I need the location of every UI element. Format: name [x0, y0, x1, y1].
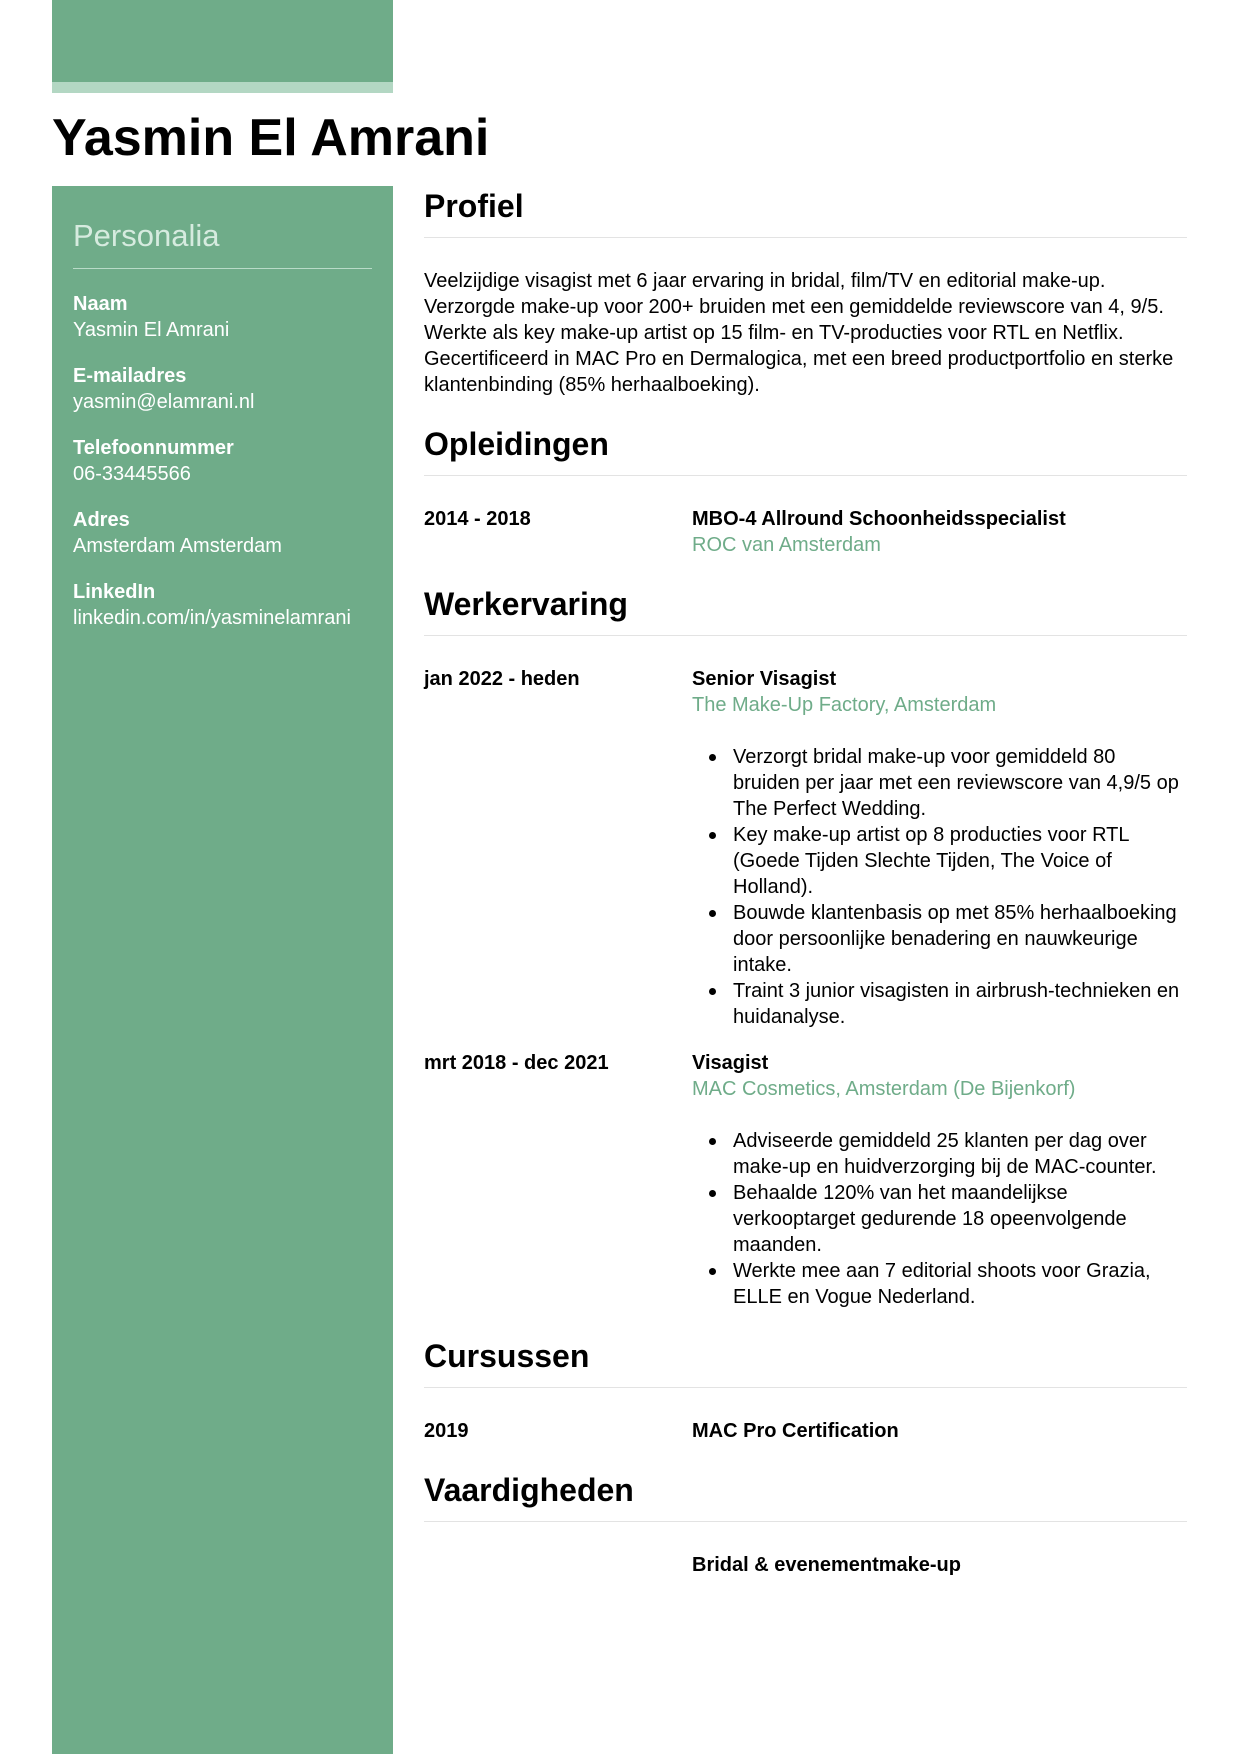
- courses-section: [424, 1336, 1187, 1444]
- address-value: Amsterdam Amsterdam: [73, 535, 282, 557]
- linkedin-value: linkedin.com/in/yasminelamrani: [73, 607, 351, 629]
- entry-body: [692, 1050, 1187, 1310]
- resume-main-content: [424, 186, 1187, 1578]
- field-label: Adres: [73, 509, 130, 531]
- bullet-item: Key make-up artist op 8 producties voor RTL (Goede Tijden Slechte Tijden, The Voice of Holland).: [733, 822, 1187, 900]
- bullet-item: Werkte mee aan 7 editorial shoots voor Grazia, ELLE en Vogue Nederland.: [733, 1258, 1187, 1310]
- field-email: [73, 363, 372, 415]
- experience-section: [424, 584, 1187, 1310]
- skill-entry: [424, 1552, 1187, 1578]
- personal-details-sidebar: [52, 186, 393, 1754]
- entry-date: [424, 1552, 692, 1578]
- entry-date: 2019: [424, 1420, 469, 1442]
- candidate-name: Yasmin El Amrani: [52, 109, 490, 167]
- course-entry: [424, 1418, 1187, 1444]
- entry-body: [692, 1552, 1187, 1578]
- entry-body: [692, 1418, 1187, 1444]
- entry-title: Senior Visagist: [692, 668, 837, 690]
- section-title-skills: Vaardigheden: [424, 1470, 1187, 1522]
- field-label: Telefoonnummer: [73, 437, 234, 459]
- field-name: [73, 291, 372, 343]
- bullet-item: Adviseerde gemiddeld 25 klanten per dag over make-up en huidverzorging bij de MAC-counter.: [733, 1128, 1187, 1180]
- bullet-item: Bouwde klantenbasis op met 85% herhaalboeking door persoonlijke benadering en nauwkeurige intake.: [733, 900, 1187, 978]
- entry-body: [692, 506, 1187, 558]
- entry-institution: ROC van Amsterdam: [692, 534, 881, 556]
- skill-name: Bridal & evenementmake-up: [692, 1554, 961, 1576]
- field-address: [73, 507, 372, 559]
- entry-bullet-list: [692, 1128, 1187, 1310]
- entry-title: Visagist: [692, 1052, 769, 1074]
- experience-entry: [424, 666, 1187, 1030]
- header-accent-stripe: [52, 82, 393, 93]
- bullet-item: Verzorgt bridal make-up voor gemiddeld 80 bruiden per jaar met een reviewscore van 4,9/5 op The Perfect Wedding.: [733, 744, 1187, 822]
- entry-employer: The Make-Up Factory, Amsterdam: [692, 694, 997, 716]
- email-value: yasmin@elamrani.nl: [73, 391, 255, 413]
- entry-title: MAC Pro Certification: [692, 1420, 899, 1442]
- header-color-block: [52, 0, 393, 82]
- entry-bullet-list: [692, 744, 1187, 1030]
- profile-summary: Veelzijdige visagist met 6 jaar ervaring in bridal, film/TV en editorial make-up. Verzorgde make-up voor 200+ bruiden met een gemiddelde reviewscore van 4, 9/5. Werkte als key make-up artist op 15 film- en TV-producties voor RTL en Netflix. Gecertificeerd in MAC Pro en Dermalogica, met een breed productportfolio en sterke klantenbinding (85% herhaalboeking).: [424, 270, 1174, 396]
- profile-section: [424, 186, 1187, 398]
- field-value: Yasmin El Amrani: [73, 319, 230, 341]
- entry-body: [692, 666, 1187, 1030]
- section-title-profile: Profiel: [424, 186, 1187, 238]
- field-label: E-mailadres: [73, 365, 187, 387]
- education-section: [424, 424, 1187, 558]
- entry-date: mrt 2018 - dec 2021: [424, 1052, 609, 1074]
- field-label: Naam: [73, 293, 128, 315]
- phone-value: 06-33445566: [73, 463, 191, 485]
- entry-date: 2014 - 2018: [424, 508, 531, 530]
- bullet-item: Traint 3 junior visagisten in airbrush-technieken en huidanalyse.: [733, 978, 1187, 1030]
- education-entry: [424, 506, 1187, 558]
- field-phone: [73, 435, 372, 487]
- entry-date: jan 2022 - heden: [424, 668, 580, 690]
- field-linkedin: [73, 579, 372, 631]
- experience-entry: [424, 1050, 1187, 1310]
- entry-employer: MAC Cosmetics, Amsterdam (De Bijenkorf): [692, 1078, 1076, 1100]
- entry-title: MBO-4 Allround Schoonheidsspecialist: [692, 508, 1066, 530]
- section-title-experience: Werkervaring: [424, 584, 1187, 636]
- field-label: LinkedIn: [73, 581, 156, 603]
- section-title-courses: Cursussen: [424, 1336, 1187, 1388]
- bullet-item: Behaalde 120% van het maandelijkse verkooptarget gedurende 18 opeenvolgende maanden.: [733, 1180, 1187, 1258]
- section-title-education: Opleidingen: [424, 424, 1187, 476]
- personal-details-heading: Personalia: [73, 216, 372, 269]
- skills-section: [424, 1470, 1187, 1578]
